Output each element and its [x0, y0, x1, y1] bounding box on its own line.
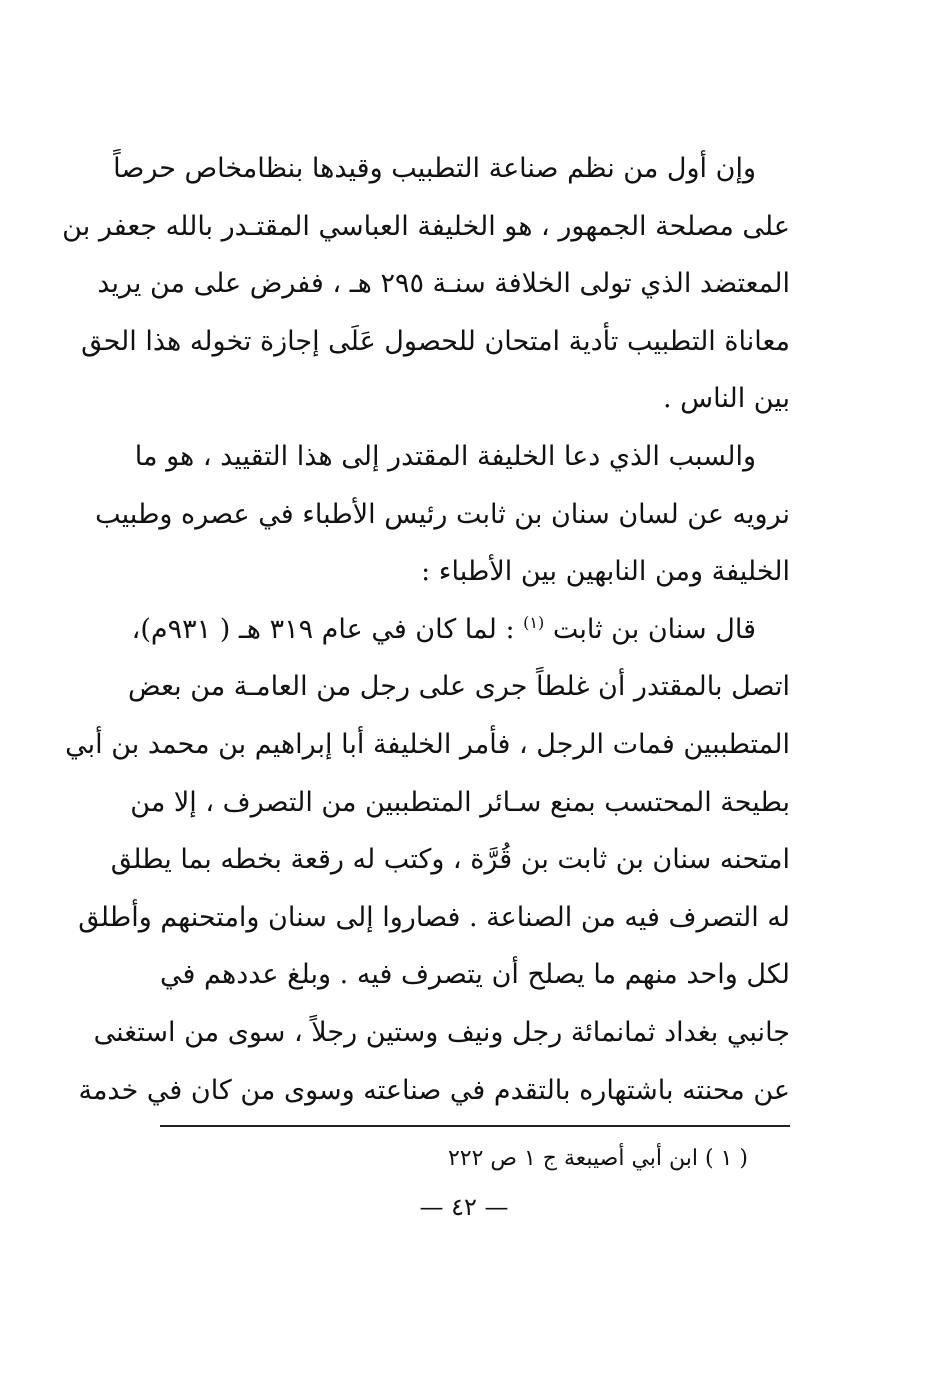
footnote-divider: [160, 1125, 790, 1127]
text-line: على مصلحة الجمهور ، هو الخليفة العباسي المقتـدر بالله جعفر بن: [62, 210, 790, 242]
text-line: المعتضد الذي تولى الخلافة سنـة ٢٩٥ هـ ، ففرض على من يريد: [97, 268, 790, 300]
text-line: لكل واحد منهم ما يصلح أن يتصرف فيه . وبلغ عددهم في: [160, 959, 790, 991]
text-line: معاناة التطبيب تأدية امتحان للحصول عَلَى إجازة تخوله هذا الحق: [81, 325, 790, 357]
text-line: عن محنته باشتهاره بالتقدم في صناعته وسوى من كان في خدمة: [78, 1074, 790, 1106]
paragraph-2: [95, 428, 790, 601]
text-line: جانبي بغداد ثمانمائة رجل ونيف وستين رجلاً ، سوى من استغنى: [93, 1016, 790, 1048]
text-line: بطيحة المحتسب بمنع سـائر المتطببين من التصرف ، إلا من: [130, 786, 790, 818]
footnote: ( ١ ) ابن أبي أصيبعة ج ١ ص ٢٢٢: [447, 1146, 748, 1171]
text-line: نرويه عن لسان سنان بن ثابت رئيس الأطباء في عصره وطبيب: [95, 498, 790, 530]
page-number: — ٤٢ —: [419, 1193, 509, 1221]
line-text-before-mark: قال سنان بن ثابت: [552, 613, 756, 645]
text-line-with-footnote: [131, 601, 790, 659]
text-line: اتصل بالمقتدر أن غلطاً جرى على رجل من العامـة من بعض: [128, 671, 790, 703]
text-line: والسبب الذي دعا الخليفة المقتدر إلى هذا التقييد ، هو ما: [134, 440, 756, 472]
text-line: له التصرف فيه من الصناعة . فصاروا إلى سنان وامتحنهم وأطلق: [78, 901, 790, 933]
text-line: المتطببين فمات الرجل ، فأمر الخليفة أبا إبراهيم بن محمد بن أبي: [65, 728, 790, 760]
text-line: الخليفة ومن النابهين بين الأطباء :: [421, 556, 790, 588]
body-text: [62, 140, 790, 1119]
text-line: امتحنه سنان بن ثابت بن قُرَّة ، وكتب له رقعة بخطه بما يطلق: [110, 844, 790, 876]
footnote-reference: (١): [523, 612, 545, 632]
text-line: وإن أول من نظم صناعة التطبيب وقيدها بنظامخاص حرصاً: [113, 153, 756, 184]
paragraph-3: [65, 601, 790, 1119]
paragraph-1: [62, 140, 790, 428]
text-line: بين الناس .: [662, 383, 790, 415]
line-text-after-mark: : لما كان في عام ٣١٩ هـ ( ٩٣١م)،: [131, 613, 515, 645]
